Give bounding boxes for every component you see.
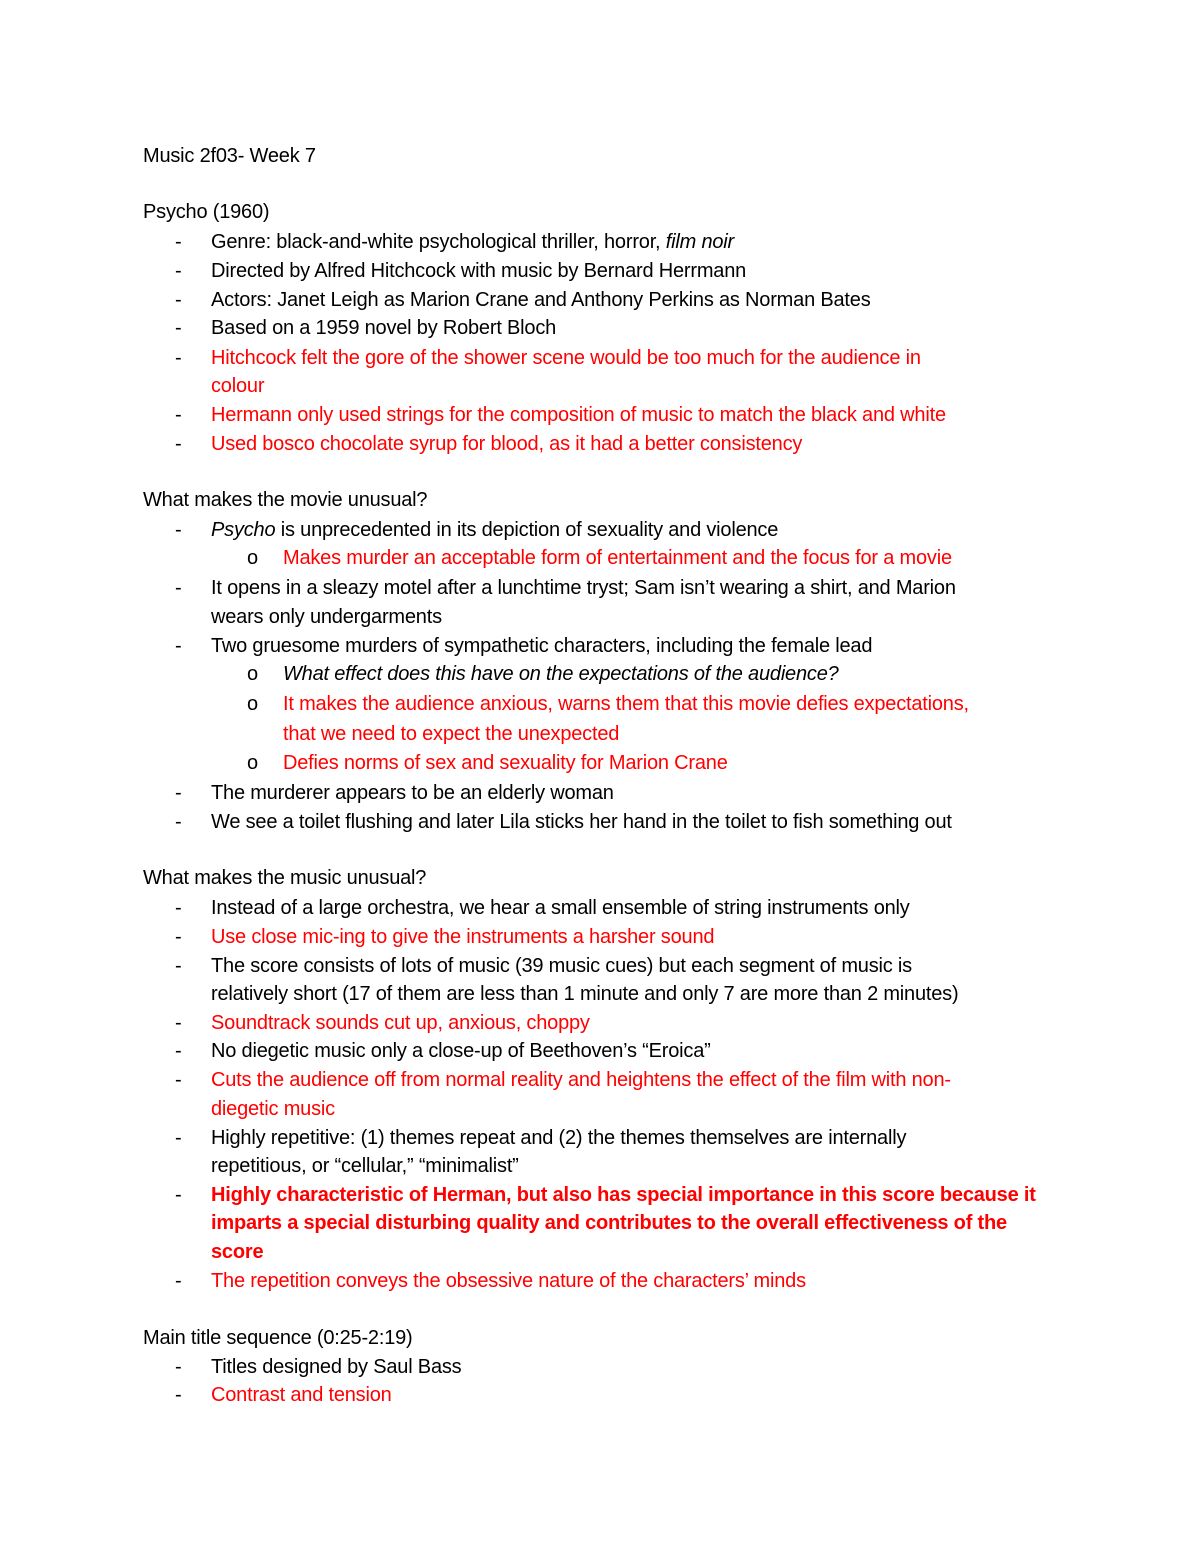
list-item: The score consists of lots of music (39 music cues) but each segment of music is — [211, 955, 912, 977]
bullet-marker: - — [175, 433, 182, 455]
italic-text: Psycho — [211, 519, 276, 541]
bullet-marker: - — [175, 1127, 182, 1149]
list-item: Titles designed by Saul Bass — [211, 1356, 462, 1378]
list-item — [211, 230, 734, 254]
list-item: Cuts the audience off from normal reality and heightens the effect of the film with non- — [211, 1069, 951, 1091]
bullet-marker: - — [175, 404, 182, 426]
bullet-marker: - — [175, 1012, 182, 1034]
bullet-marker: - — [175, 811, 182, 833]
bullet-marker: - — [175, 1040, 182, 1062]
bullet-marker: - — [175, 347, 182, 369]
bullet-marker: - — [175, 1069, 182, 1091]
bullet-marker: - — [175, 519, 182, 541]
section-heading: What makes the music unusual? — [143, 867, 427, 889]
list-item: Two gruesome murders of sympathetic characters, including the female lead — [211, 635, 873, 657]
list-item: Hitchcock felt the gore of the shower scene would be too much for the audience in — [211, 347, 921, 369]
page-title: Music 2f03- Week 7 — [143, 145, 316, 167]
sub-list-item: Makes murder an acceptable form of entertainment and the focus for a movie — [283, 547, 952, 569]
list-item — [211, 518, 778, 542]
list-item: wears only undergarments — [211, 606, 442, 628]
list-item: diegetic music — [211, 1098, 335, 1120]
list-item: Use close mic-ing to give the instruments a harsher sound — [211, 926, 715, 948]
sub-list-item: What effect does this have on the expectations of the audience? — [283, 663, 839, 685]
list-item: The repetition conveys the obsessive nature of the characters’ minds — [211, 1270, 806, 1292]
list-item: relatively short (17 of them are less than 1 minute and only 7 are more than 2 minutes) — [211, 983, 959, 1005]
list-item: Highly characteristic of Herman, but also has special importance in this score because it — [211, 1184, 1036, 1206]
sub-bullet-marker: o — [247, 693, 259, 715]
list-item: repetitious, or “cellular,” “minimalist” — [211, 1155, 519, 1177]
bullet-marker: - — [175, 897, 182, 919]
text-run: Genre: black-and-white psychological thriller, horror, — [211, 231, 666, 253]
bullet-marker: - — [175, 782, 182, 804]
bullet-marker: - — [175, 577, 182, 599]
list-item: Directed by Alfred Hitchcock with music by Bernard Herrmann — [211, 260, 747, 282]
list-item: colour — [211, 375, 265, 397]
list-item: We see a toilet flushing and later Lila sticks her hand in the toilet to fish something out — [211, 811, 952, 833]
list-item: The murderer appears to be an elderly woman — [211, 782, 614, 804]
list-item: imparts a special disturbing quality and contributes to the overall effectiveness of the — [211, 1212, 1007, 1234]
list-item: Hermann only used strings for the composition of music to match the black and white — [211, 404, 946, 426]
list-item: Contrast and tension — [211, 1384, 392, 1406]
list-item: Instead of a large orchestra, we hear a small ensemble of string instruments only — [211, 897, 910, 919]
bullet-marker: - — [175, 317, 182, 339]
list-item: Actors: Janet Leigh as Marion Crane and Anthony Perkins as Norman Bates — [211, 289, 871, 311]
list-item: Used bosco chocolate syrup for blood, as it had a better consistency — [211, 433, 803, 455]
bullet-marker: - — [175, 1356, 182, 1378]
section-heading: Main title sequence (0:25-2:19) — [143, 1327, 413, 1349]
bullet-marker: - — [175, 1384, 182, 1406]
sub-bullet-marker: o — [247, 547, 259, 569]
list-item: Highly repetitive: (1) themes repeat and (2) the themes themselves are internally — [211, 1127, 907, 1149]
sub-list-item: that we need to expect the unexpected — [283, 723, 620, 745]
bullet-marker: - — [175, 289, 182, 311]
sub-bullet-marker: o — [247, 752, 259, 774]
bullet-marker: - — [175, 926, 182, 948]
bullet-marker: - — [175, 1270, 182, 1292]
section-heading: Psycho (1960) — [143, 201, 270, 223]
list-item: score — [211, 1241, 264, 1263]
bullet-marker: - — [175, 231, 182, 253]
sub-list-item: It makes the audience anxious, warns them that this movie defies expectations, — [283, 693, 969, 715]
text-run: is unprecedented in its depiction of sexuality and violence — [275, 519, 779, 541]
bullet-marker: - — [175, 260, 182, 282]
bullet-marker: - — [175, 635, 182, 657]
list-item: Based on a 1959 novel by Robert Bloch — [211, 317, 557, 339]
italic-text: film noir — [665, 231, 734, 253]
section-heading: What makes the movie unusual? — [143, 489, 428, 511]
list-item: Soundtrack sounds cut up, anxious, choppy — [211, 1012, 590, 1034]
bullet-marker: - — [175, 1184, 182, 1206]
sub-bullet-marker: o — [247, 663, 259, 685]
list-item: No diegetic music only a close-up of Beethoven’s “Eroica” — [211, 1040, 711, 1062]
sub-list-item: Defies norms of sex and sexuality for Marion Crane — [283, 752, 728, 774]
bullet-marker: - — [175, 955, 182, 977]
list-item: It opens in a sleazy motel after a lunchtime tryst; Sam isn’t wearing a shirt, and Marion — [211, 577, 956, 599]
